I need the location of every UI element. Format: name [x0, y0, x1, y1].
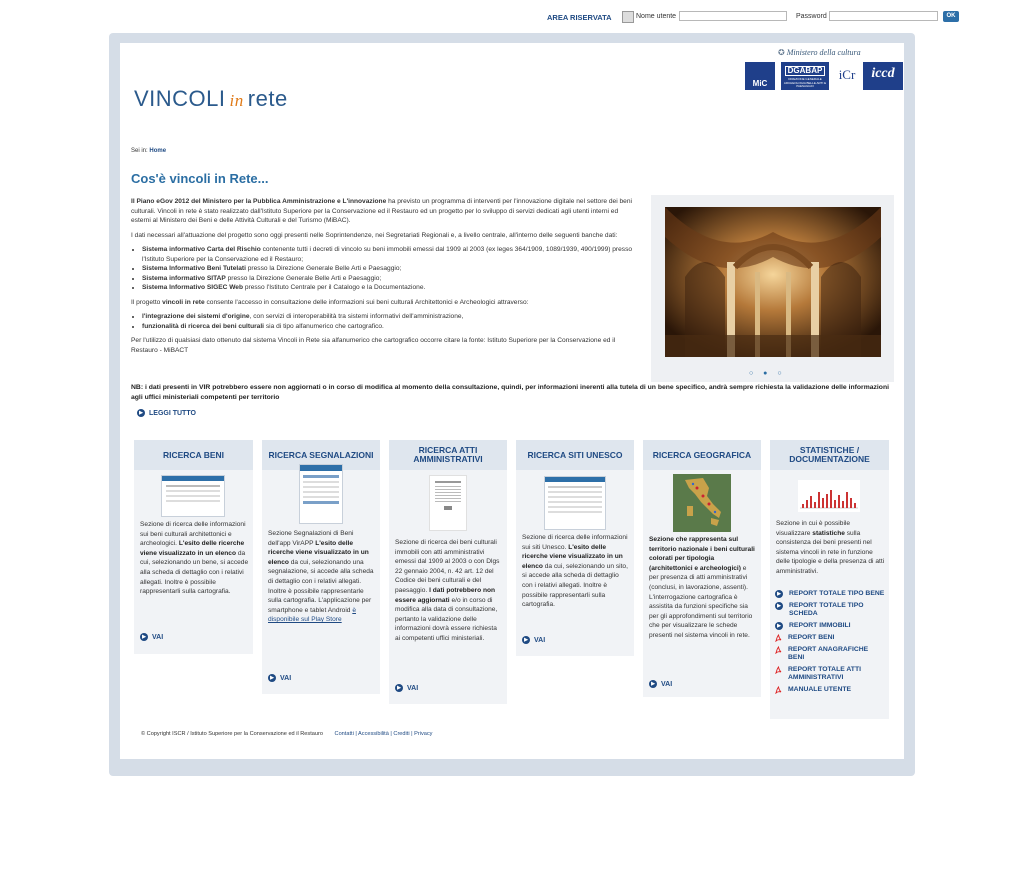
list-item: • Sistema informativo SITAP presso la Direzione Generale Belle Arti e Paesaggio;: [142, 274, 636, 284]
vai-link[interactable]: ▶ VAI: [522, 636, 545, 644]
report-beni-link[interactable]: REPORT BENI: [775, 634, 885, 642]
arrow-circle-icon: ▶: [268, 674, 276, 682]
breadcrumb-home-link[interactable]: Home: [149, 148, 167, 154]
login-ok-button[interactable]: OK: [943, 11, 959, 22]
arrow-circle-icon: ▶: [775, 590, 783, 598]
document-thumbnail[interactable]: [429, 475, 467, 531]
card-description: Sezione in cui è possibile visualizzare statistiche sulla consistenza dei beni presenti nel sistema vincoli in rete in funzione delle tipologie e della presenza di atti amministrativi.: [776, 520, 885, 575]
pdf-icon: [775, 686, 782, 694]
footer-links[interactable]: Contatti | Accessibilità | Crediti | Privacy: [334, 731, 433, 737]
card-title: RICERCA SEGNALAZIONI: [262, 440, 380, 470]
report-totale-tipo-scheda-link[interactable]: ▶ REPORT TOTALE TIPO SCHEDA: [775, 602, 885, 618]
pdf-icon: [775, 634, 782, 642]
read-more-link[interactable]: ▶ LEGGI TUTTO: [137, 409, 196, 417]
list-item: • Sistema informativo Carta del Rischio contenente tutti i decreti di vincolo su beni immobili emessi dal 1909 al 2003 (ex leges 364/1909, 1089/1939, 490/1999) presso l'Istituto Superiore per la Conservazione ed il Restauro;: [142, 245, 636, 264]
card-title: RICERCA ATTI AMMINISTRATIVI: [389, 440, 507, 470]
area-riservata-label: AREA RISERVATA: [547, 13, 612, 22]
vai-link[interactable]: ▶ VAI: [649, 680, 672, 688]
features-list: [131, 312, 636, 331]
report-anagrafiche-beni-link[interactable]: REPORT ANAGRAFICHE BENI: [775, 646, 885, 662]
card-description: Sezione Segnalazioni di Beni dell'app VirAPP L'esito delle ricerche viene visualizzato in un elenco da cui, selezionando una segnalazione, si accede alla scheda di dettaglio con i relativi allegati. Inoltre è possibile rappresentarle sulla cartografia. L'applicazione per smartphone e tablet Android è disponibile sul Play Store: [268, 530, 374, 624]
site-logo[interactable]: [134, 86, 288, 112]
icr-logo[interactable]: iCr: [838, 67, 856, 82]
image-slider[interactable]: [651, 195, 894, 382]
screenshot-thumbnail[interactable]: [161, 475, 225, 517]
footer: [141, 731, 432, 737]
report-immobili-link[interactable]: ▶ REPORT IMMOBILI: [775, 622, 885, 630]
card-ricerca-unesco: [516, 440, 634, 656]
username-input[interactable]: [679, 11, 787, 21]
pdf-icon: [775, 666, 782, 674]
list-item: • Sistema Informativo Beni Tutelati presso la Direzione Generale Belle Arti e Paesaggio;: [142, 264, 636, 274]
password-input[interactable]: [829, 11, 938, 21]
statistics-thumbnail[interactable]: [798, 480, 860, 512]
card-description: Sezione che rappresenta sul territorio nazionale i beni culturali colorati per tipologia (architettonici e archeologici) e per presenza di atti amministrativi (conclusi, in lavorazione, assenti). L'interrogazione cartografica è assistita da funzioni specifiche sia per gli approfondimenti sul territorio che per visualizzare le schede presenti nel sistema vincoli in rete.: [649, 536, 755, 639]
card-title: RICERCA GEOGRAFICA: [643, 440, 761, 470]
breadcrumb: Sei in: Home: [131, 148, 167, 154]
arrow-circle-icon: ▶: [775, 602, 783, 610]
arrow-circle-icon: ▶: [775, 622, 783, 630]
manuale-utente-link[interactable]: MANUALE UTENTE: [775, 686, 885, 694]
logo-rete: rete: [247, 86, 288, 111]
list-item: • Sistema Informativo SIGEC Web presso l'Istituto Centrale per il Catalogo e la Documentazione.: [142, 283, 636, 293]
arrow-circle-icon: ▶: [140, 633, 148, 641]
screenshot-thumbnail[interactable]: [544, 476, 606, 530]
card-description: Sezione di ricerca dei beni culturali immobili con atti amministrativi emessi dal 1909 al 2003 o con Dlgs 22 gennaio 2004, n. 42 art. 12 del Codice dei beni culturali e del paesaggio. I dati potrebbero non essere aggiornati e/o in corso di modifica alla data di consultazione, pertanto la validazione delle informazioni dovrà essere richiesta ai competenti uffici ministeriali.: [395, 539, 500, 642]
username-label: Nome utente: [636, 13, 677, 20]
iccd-logo[interactable]: iccd: [863, 62, 903, 90]
screenshot-thumbnail[interactable]: [299, 464, 343, 524]
report-totale-atti-link[interactable]: REPORT TOTALE ATTI AMMINISTRATIVI: [775, 666, 885, 682]
card-title: STATISTICHE / DOCUMENTAZIONE: [770, 440, 889, 470]
card-ricerca-atti: [389, 440, 507, 704]
vai-link[interactable]: ▶ VAI: [268, 674, 291, 682]
list-item: • funzionalità di ricerca dei beni culturali sia di tipo alfanumerico che cartografico.: [142, 322, 636, 332]
intro-text: Il Piano eGov 2012 del Ministero per la Pubblica Amministrazione e L'innovazione ha previsto un programma di interventi per l'innovazione digitale nel settore dei beni culturali. Vincoli in rete è stato realizzato dall'Istituto Superiore per la Conservazione ed il Restauro ed un progetto per lo sviluppo di servizi dedicati agli utenti interni ed esterni al Ministero dei Beni e delle Attività Culturali e del Turismo (MiBAC). I dati necessari all'attuazione del progetto sono oggi presenti nelle Soprintendenze, nei Segretariati Regionali e, a livello centrale, all'interno delle seguenti banche dati: • Sistema informativo Carta del Rischio contenente tutti i decreti di vincolo su beni immobili emessi dal 1909 al 2003 (ex leges 364/1909, 1089/1939, 490/1999) presso l'Istituto Superiore per la Conservazione ed il Restauro; • Sistema Informativo Beni Tutelati presso la Direzione Generale Belle Arti e Paesaggio; • Sistema informativo SITAP presso la Direzione Generale Belle Arti e Paesaggio; • Sistema Informativo SIGEC Web presso l'Istituto Centrale per il Catalogo e la Documentazione. Il progetto vincoli in rete consente l'accesso in consultazione delle informazioni sui beni culturali Architettonici e Archeologici attraverso: • l'integrazione dei sistemi d'origine, con servizi di interoperabilità tra sistemi informativi dell'amministrazione, • funzionalità di ricerca dei beni culturali sia di tipo alfanumerico che cartografico. Per l'utilizzo di qualsiasi dato ottenuto dal sistema Vincoli in Rete sia alfanumerico che cartografico occorre citare la fonte: Istituto Superiore per la Conservazione ed il Restauro - MiBACT: [131, 197, 636, 360]
arrow-circle-icon: ▶: [649, 680, 657, 688]
page-title: Cos'è vincoli in Rete...: [131, 171, 269, 186]
report-totale-tipo-bene-link[interactable]: ▶ REPORT TOTALE TIPO BENE: [775, 590, 885, 598]
user-icon: [622, 11, 634, 23]
notice-text: NB: i dati presenti in VIR potrebbero essere non aggiornati o in corso di modifica al momento della consultazione, quindi, per informazioni inerenti alla tutela di un bene specifico, andrà sempre richiesta la validazione delle informazioni agli uffici ministeriali competenti per territorio: [131, 384, 889, 401]
reports-list: [775, 590, 885, 698]
card-ricerca-geografica: [643, 440, 761, 697]
mic-logo[interactable]: MiC: [745, 62, 775, 90]
card-title: RICERCA SITI UNESCO: [516, 440, 634, 470]
card-title: RICERCA BENI: [134, 440, 253, 470]
slider-dots[interactable]: ○ ● ○: [749, 370, 786, 377]
arrow-circle-icon: ▶: [137, 409, 145, 417]
logo-in: in: [229, 91, 244, 110]
crypt-photo: [665, 207, 881, 357]
vai-link[interactable]: ▶ VAI: [140, 633, 163, 641]
copyright-text: © Copyright ISCR / Istituto Superiore per la Conservazione ed il Restauro: [141, 731, 323, 737]
list-item: • l'integrazione dei sistemi d'origine, con servizi di interoperabilità tra sistemi informativi dell'amministrazione,: [142, 312, 636, 322]
databases-list: [131, 245, 636, 293]
play-store-link[interactable]: è disponibile sul Play Store: [268, 606, 356, 624]
password-label: Password: [796, 13, 827, 20]
logo-vincoli: VINCOLI: [134, 86, 226, 111]
pdf-icon: [775, 646, 782, 654]
card-statistiche: [770, 440, 889, 719]
arrow-circle-icon: ▶: [395, 684, 403, 692]
italy-map-thumbnail[interactable]: [673, 474, 731, 532]
login-bar: [0, 10, 1024, 26]
vai-link[interactable]: ▶ VAI: [395, 684, 418, 692]
ministry-label: ✪ Ministero della cultura: [778, 48, 861, 57]
card-ricerca-segnalazioni: [262, 440, 380, 694]
card-ricerca-beni: [134, 440, 253, 654]
card-description: Sezione di ricerca delle informazioni sui siti Unesco. L'esito delle ricerche viene visualizzato in un elenco da cui, selezionando un sito, si accede alla scheda di dettaglio con i relativi allegati. Inoltre è possibile rappresentarli sulla cartografia.: [522, 534, 628, 609]
card-description: Sezione di ricerca delle informazioni sui beni culturali architettonici e archeologici. L'esito delle ricerche viene visualizzato in un elenco da cui, selezionando un bene, si accede alla scheda di dettaglio con i relativi allegati. Inoltre è possibile rappresentarli sulla cartografia.: [140, 521, 249, 596]
arrow-circle-icon: ▶: [522, 636, 530, 644]
dgabap-logo[interactable]: DGABAP DIREZIONE GENERALE ARCHEOLOGIA BELLE ARTI E PAESAGGIO: [781, 62, 829, 90]
